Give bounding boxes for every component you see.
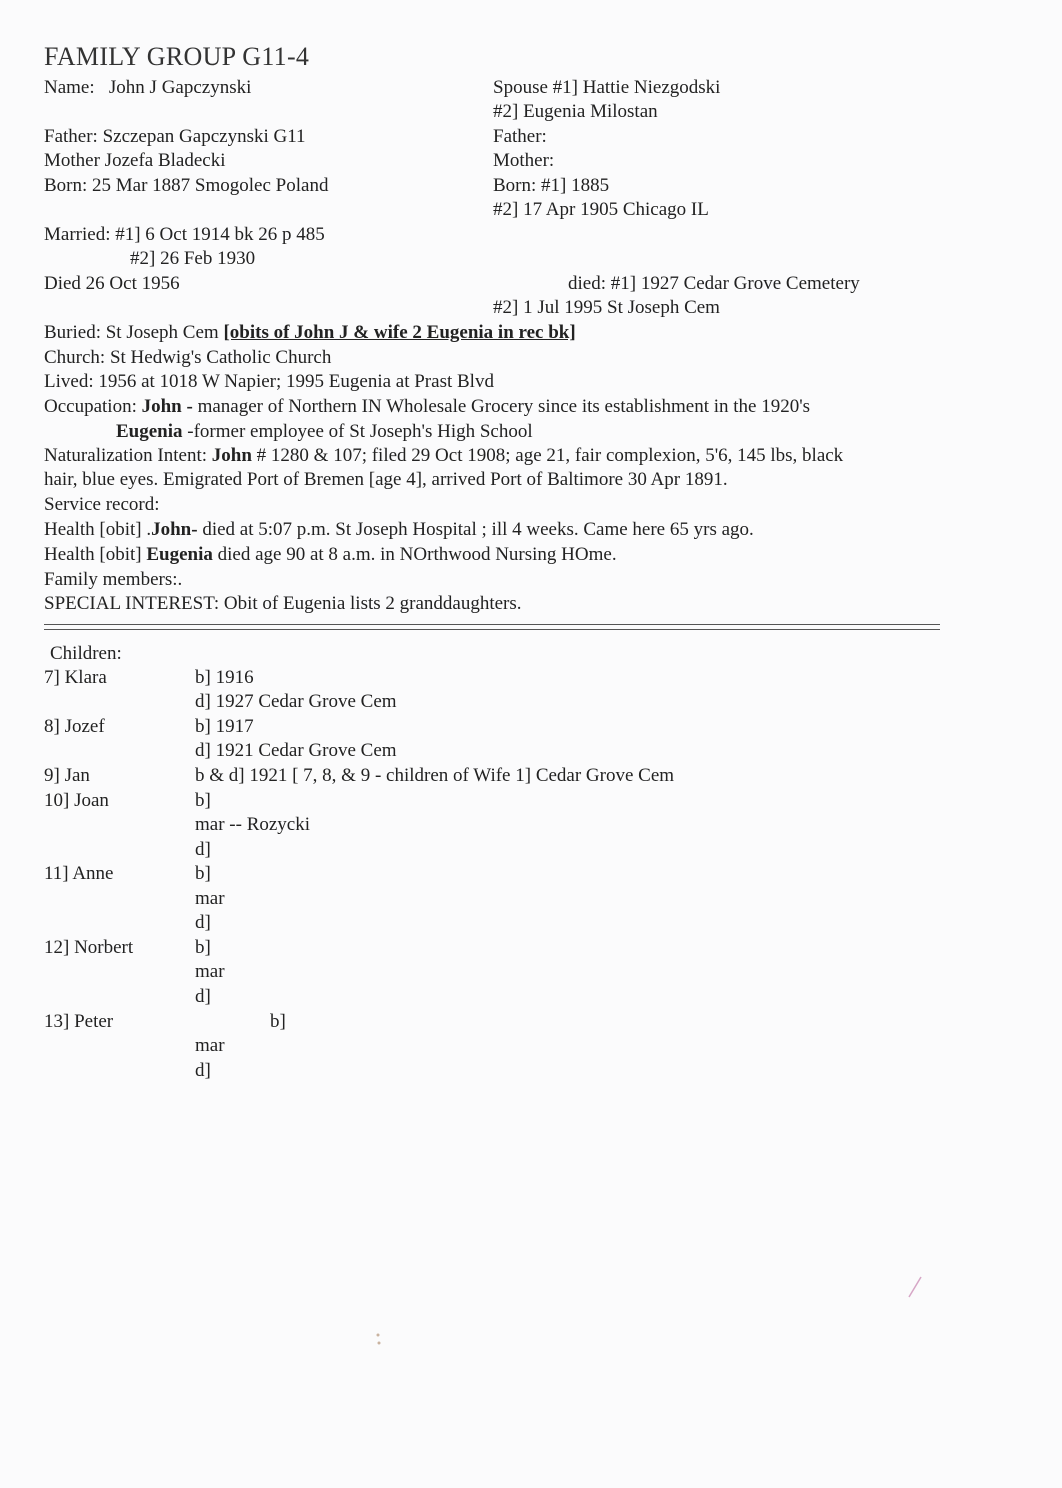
child-detail: d] 1927 Cedar Grove Cem bbox=[195, 691, 397, 712]
married-row-1: Married: #1] 6 Oct 1914 bk 26 p 485 bbox=[44, 224, 325, 245]
died-row: Died 26 Oct 1956 bbox=[44, 273, 180, 294]
health-name-2: Eugenia bbox=[146, 544, 213, 565]
child-detail: mar -- Rozycki bbox=[195, 814, 311, 835]
spouse-father-row: Father: bbox=[493, 126, 547, 147]
name-label: Name: bbox=[44, 77, 95, 98]
child-detail: d] bbox=[195, 986, 211, 1007]
child-name: 13] Peter bbox=[44, 1011, 114, 1032]
child-name: 10] Joan bbox=[44, 790, 109, 811]
occupation-label: Occupation: bbox=[44, 396, 142, 417]
occupation-row bbox=[44, 395, 810, 419]
buried-row bbox=[44, 321, 576, 345]
occupation-eugenia-row bbox=[116, 420, 533, 444]
occupation-eugenia-name: Eugenia bbox=[116, 421, 183, 442]
child-detail: d] bbox=[195, 912, 211, 933]
child-detail: b] bbox=[195, 790, 211, 811]
name-value: John J Gapczynski bbox=[108, 77, 252, 98]
lived-row: Lived: 1956 at 1018 W Napier; 1995 Eugenia at Prast Blvd bbox=[44, 371, 494, 392]
spouse-row-2: #2] Eugenia Milostan bbox=[493, 101, 658, 122]
born-row: Born: 25 Mar 1887 Smogolec Poland bbox=[44, 175, 329, 196]
child-detail: b] bbox=[195, 863, 211, 884]
ink-speck bbox=[372, 1330, 386, 1350]
health-row-1 bbox=[44, 518, 754, 542]
occupation-eugenia: -former employee of St Joseph's High School bbox=[182, 421, 533, 442]
occupation-john-name: John - bbox=[141, 396, 198, 417]
naturalization-row bbox=[44, 444, 843, 468]
buried-note: [obits of John J & wife 2 Eugenia in rec bk] bbox=[223, 322, 576, 343]
naturalization-text-1: # 1280 & 107; filed 29 Oct 1908; age 21, fair complexion, 5'6, 145 lbs, black bbox=[251, 445, 844, 466]
occupation-john: manager of Northern IN Wholesale Grocery since its establishment in the 1920's bbox=[197, 396, 811, 417]
church-row: Church: St Hedwig's Catholic Church bbox=[44, 347, 332, 368]
father-row: Father: Szczepan Gapczynski G11 bbox=[44, 126, 306, 147]
child-name: 11] Anne bbox=[44, 863, 114, 884]
child-detail: mar bbox=[195, 888, 225, 909]
child-detail: b] 1916 bbox=[195, 667, 254, 688]
double-rule-divider bbox=[44, 624, 940, 630]
name-row bbox=[44, 76, 251, 100]
service-row: Service record: bbox=[44, 494, 160, 515]
spouse-born-row-1: Born: #1] 1885 bbox=[493, 175, 610, 196]
child-detail: b] bbox=[270, 1011, 286, 1032]
spouse-died-row-1: died: #1] 1927 Cedar Grove Cemetery bbox=[568, 273, 860, 294]
health-row-2 bbox=[44, 543, 617, 567]
health-name-1: John- bbox=[151, 519, 198, 540]
family-members-row: Family members:. bbox=[44, 569, 183, 590]
spouse-died-row-2: #2] 1 Jul 1995 St Joseph Cem bbox=[493, 297, 720, 318]
page-title: FAMILY GROUP G11-4 bbox=[44, 42, 310, 71]
child-detail: b & d] 1921 [ 7, 8, & 9 - children of Wife 1] Cedar Grove Cem bbox=[195, 765, 675, 786]
health-text-1: died at 5:07 p.m. St Joseph Hospital ; ill 4 weeks. Came here 65 yrs ago. bbox=[197, 519, 754, 540]
child-detail: mar bbox=[195, 1035, 225, 1056]
buried-label: Buried: St Joseph Cem bbox=[44, 322, 224, 343]
child-detail: d] bbox=[195, 839, 211, 860]
health-label-2: Health [obit] bbox=[44, 544, 147, 565]
spouse-mother-row: Mother: bbox=[493, 150, 555, 171]
married-row-2: #2] 26 Feb 1930 bbox=[130, 248, 256, 269]
child-name: 12] Norbert bbox=[44, 937, 134, 958]
child-detail: d] bbox=[195, 1060, 211, 1081]
child-detail: b] 1917 bbox=[195, 716, 254, 737]
spouse-row-1: Spouse #1] Hattie Niezgodski bbox=[493, 77, 721, 98]
health-text-2: died age 90 at 8 a.m. in NOrthwood Nursing HOme. bbox=[212, 544, 617, 565]
child-name: 8] Jozef bbox=[44, 716, 105, 737]
child-name: 9] Jan bbox=[44, 765, 90, 786]
mother-row: Mother Jozefa Bladecki bbox=[44, 150, 226, 171]
ink-mark bbox=[905, 1275, 925, 1299]
naturalization-text-2: hair, blue eyes. Emigrated Port of Bremen [age 4], arrived Port of Baltimore 30 Apr 1891. bbox=[44, 469, 728, 490]
health-label-1: Health [obit] . bbox=[44, 519, 152, 540]
child-detail: mar bbox=[195, 961, 225, 982]
naturalization-name: John bbox=[211, 445, 252, 466]
naturalization-label: Naturalization Intent: bbox=[44, 445, 212, 466]
child-name: 7] Klara bbox=[44, 667, 107, 688]
child-detail: d] 1921 Cedar Grove Cem bbox=[195, 740, 397, 761]
children-heading: Children: bbox=[50, 643, 122, 664]
spouse-born-row-2: #2] 17 Apr 1905 Chicago IL bbox=[493, 199, 709, 220]
child-detail: b] bbox=[195, 937, 211, 958]
special-interest-row: SPECIAL INTEREST: Obit of Eugenia lists 2 granddaughters. bbox=[44, 593, 522, 614]
